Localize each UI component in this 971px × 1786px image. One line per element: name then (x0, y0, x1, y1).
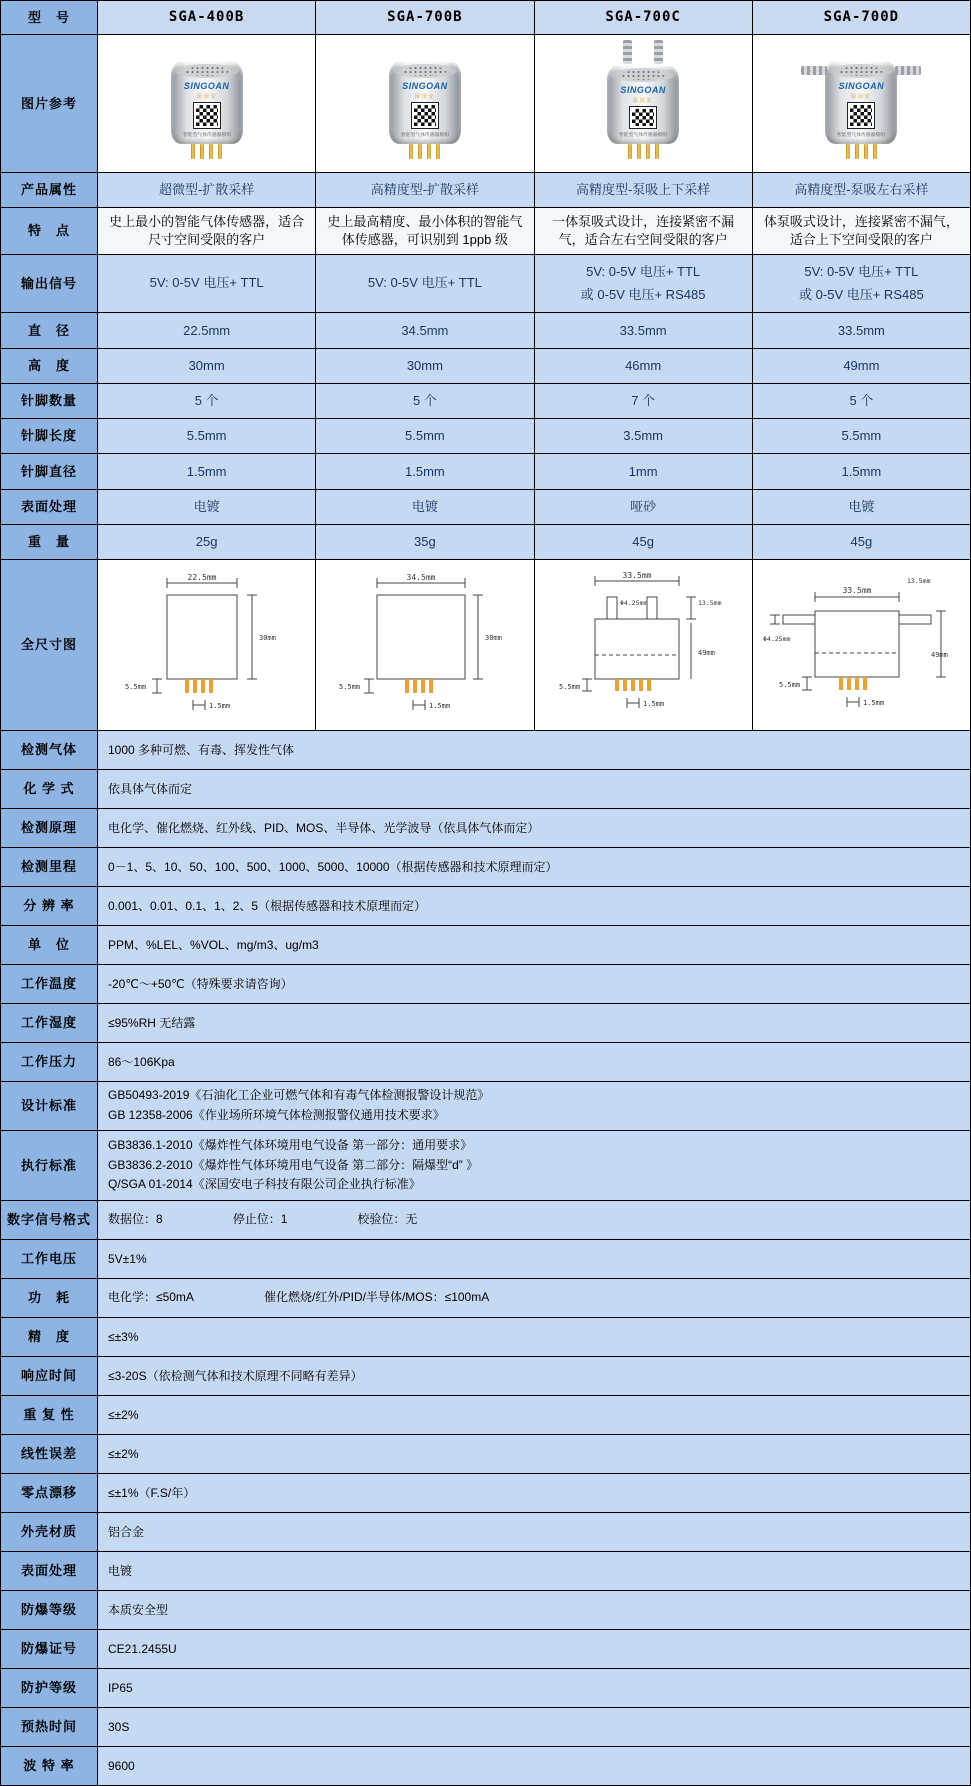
spec-row (1, 1591, 970, 1629)
spec-row (1, 1131, 970, 1200)
comparison-value-cell: 33.5mm (535, 313, 752, 348)
spec-row-value: ≤3-20S（依检测气体和技术原理不同略有差异） (98, 1357, 970, 1395)
dimension-diagram-cell (753, 560, 970, 730)
comparison-value-cell: 30mm (316, 349, 533, 383)
comparison-value-line: 5V: 0-5V 电压+ TTL (149, 275, 264, 291)
comparison-value-cell: 高精度型-泵吸左右采样 (753, 173, 970, 207)
product-photo (593, 48, 693, 160)
comparison-value-cell: 5.5mm (753, 419, 970, 453)
comparison-value-line: 5V: 0-5V 电压+ TTL (586, 264, 701, 280)
spec-row-label: 表面处理 (1, 1552, 97, 1590)
spec-value-segments (108, 1288, 559, 1308)
comparison-row (1, 525, 970, 559)
spec-row-label: 化 学 式 (1, 770, 97, 808)
spec-row-value: 86～106Kpa (98, 1043, 970, 1081)
spec-row-label: 分 辨 率 (1, 887, 97, 925)
spec-row-label: 预热时间 (1, 1708, 97, 1746)
spec-row-label: 检测原理 (1, 809, 97, 847)
spec-row (1, 809, 970, 847)
row-label-diagram: 全尺寸图 (1, 560, 97, 730)
spec-row-value (98, 1201, 970, 1239)
spec-row-label: 工作温度 (1, 965, 97, 1003)
spec-row (1, 926, 970, 964)
svg-text:34.5mm: 34.5mm (406, 573, 436, 582)
sensor-vent-cap-icon (175, 64, 239, 78)
spec-row-label: 功 耗 (1, 1279, 97, 1317)
spec-row-label: 数字信号格式 (1, 1201, 97, 1239)
comparison-value-cell: 1.5mm (98, 454, 315, 489)
comparison-value-line: 5V: 0-5V 电压+ TTL (804, 264, 919, 280)
spec-value-segment: 数据位：8 (108, 1212, 163, 1227)
model-header: SGA-400B (98, 1, 315, 34)
svg-text:13.5mm: 13.5mm (698, 599, 722, 607)
comparison-value-cell: 高精度型-泵吸上下采样 (535, 173, 752, 207)
spec-row-value (98, 1279, 970, 1317)
spec-row-label: 单 位 (1, 926, 97, 964)
svg-text:5.5mm: 5.5mm (338, 683, 360, 691)
brand-chinese: 深国安 (196, 94, 217, 100)
dimension-diagram-sga-700d (761, 565, 961, 725)
spec-row-value: ≤±2% (98, 1435, 970, 1473)
spec-row-label: 检测里程 (1, 848, 97, 886)
pump-tube-right-icon (895, 66, 921, 75)
qr-code-icon (194, 103, 220, 129)
comparison-value-cell: 25g (98, 525, 315, 559)
spec-value-segment: 校验位：无 (357, 1212, 418, 1227)
diagram-row (1, 560, 970, 730)
dimension-diagram-sga-400b (107, 565, 307, 725)
spec-row-label: 工作湿度 (1, 1004, 97, 1042)
comparison-row (1, 208, 970, 254)
brand-logo: SINGOAN (838, 80, 885, 91)
svg-text:5.5mm: 5.5mm (559, 683, 581, 691)
brand-chinese: 深国安 (851, 94, 872, 100)
spec-row-value (98, 1131, 970, 1200)
svg-text:Φ4.25mm: Φ4.25mm (763, 635, 791, 643)
sensor-caption: 智能型气体传感器模组 (182, 133, 231, 138)
row-label-photo: 图片参考 (1, 35, 97, 172)
comparison-value-line: 5V: 0-5V 电压+ TTL (367, 275, 482, 291)
model-header: SGA-700D (753, 1, 970, 34)
photo-row (1, 35, 970, 172)
comparison-value-cell: 49mm (753, 349, 970, 383)
comparison-value-cell: 45g (753, 525, 970, 559)
spec-row-label: 波 特 率 (1, 1747, 97, 1785)
comparison-row (1, 173, 970, 207)
spec-row (1, 731, 970, 769)
comparison-value-cell: 一体泵吸式设计，连接紧密不漏气，适合左右空间受限的客户 (535, 208, 752, 254)
comparison-row (1, 384, 970, 418)
sensor-vent-cap-icon (829, 64, 893, 78)
spec-row-value: 电镀 (98, 1552, 970, 1590)
svg-text:1.5mm: 1.5mm (208, 702, 230, 710)
product-photo-cell (535, 35, 752, 172)
svg-text:1.5mm: 1.5mm (428, 702, 450, 710)
brand-chinese: 深国安 (414, 94, 436, 100)
svg-text:33.5mm: 33.5mm (622, 571, 652, 580)
comparison-value-cell: 超微型-扩散采样 (98, 173, 315, 207)
spec-row (1, 965, 970, 1003)
row-label: 针脚直径 (1, 454, 97, 489)
spec-value-line: GB 12358-2006《作业场所环境气体检测报警仪通用技术要求》 (108, 1108, 445, 1122)
spec-row-value: -20℃～+50℃（特殊要求请咨询） (98, 965, 970, 1003)
spec-row-label: 工作压力 (1, 1043, 97, 1081)
spec-row-value: 依具体气体而定 (98, 770, 970, 808)
spec-row (1, 1630, 970, 1668)
svg-text:22.5mm: 22.5mm (187, 573, 217, 582)
sensor-caption: 智能型气体传感器模组 (837, 133, 886, 138)
comparison-value-line: 或 0-5V 电压+ RS485 (799, 286, 924, 302)
spec-row-label: 线性误差 (1, 1435, 97, 1473)
spec-value-line: GB3836.1-2010《爆炸性气体环境用电气设备 第一部分：通用要求》 (108, 1137, 473, 1152)
dimension-diagram-cell (535, 560, 752, 730)
svg-text:30mm: 30mm (484, 634, 502, 642)
spec-row-value: 本质安全型 (98, 1591, 970, 1629)
comparison-value-cell: 5 个 (98, 384, 315, 418)
svg-text:1.5mm: 1.5mm (643, 700, 665, 708)
spec-row (1, 1708, 970, 1746)
spec-row (1, 1240, 970, 1278)
dimension-diagram-cell (316, 560, 533, 730)
spec-row-value: 30S (98, 1708, 970, 1746)
comparison-value-cell: 5 个 (316, 384, 533, 418)
spec-row-value: 1000 多种可燃、有毒、挥发性气体 (98, 731, 970, 769)
comparison-row (1, 490, 970, 524)
spec-row (1, 1396, 970, 1434)
product-photo (375, 48, 475, 160)
comparison-value-cell (98, 255, 315, 312)
sensor-body (171, 62, 243, 144)
dimension-diagram-sga-700b (325, 565, 525, 725)
spec-row (1, 1318, 970, 1356)
spec-row-value: ≤95%RH 无结露 (98, 1004, 970, 1042)
qr-code-icon (630, 107, 656, 129)
sensor-pins-icon (375, 144, 475, 160)
comparison-value-cell: 1.5mm (753, 454, 970, 489)
row-label: 输出信号 (1, 255, 97, 312)
spec-row-value: 电化学、催化燃烧、红外线、PID、MOS、半导体、光学波导（依具体气体而定） (98, 809, 970, 847)
sensor-vent-cap-icon (393, 64, 457, 78)
row-label: 针脚数量 (1, 384, 97, 418)
comparison-value-cell: 34.5mm (316, 313, 533, 348)
spec-row (1, 1435, 970, 1473)
comparison-value-cell: 45g (535, 525, 752, 559)
row-label: 表面处理 (1, 490, 97, 524)
spec-row-value: ≤±3% (98, 1318, 970, 1356)
svg-text:5.5mm: 5.5mm (779, 681, 801, 689)
spec-row (1, 1357, 970, 1395)
spec-row (1, 1004, 970, 1042)
spec-row-label: 精 度 (1, 1318, 97, 1356)
product-photo-cell (753, 35, 970, 172)
svg-text:5.5mm: 5.5mm (124, 683, 146, 691)
comparison-value-cell: 高精度型-扩散采样 (316, 173, 533, 207)
svg-text:1.5mm: 1.5mm (863, 699, 885, 707)
spec-row-label: 设计标准 (1, 1082, 97, 1130)
spec-row-value: 铝合金 (98, 1513, 970, 1551)
row-label: 产品属性 (1, 173, 97, 207)
comparison-value-cell: 哑砂 (535, 490, 752, 524)
sensor-caption: 智能型气体传感器模组 (400, 133, 449, 138)
spec-row-value: ≤±2% (98, 1396, 970, 1434)
comparison-row (1, 255, 970, 312)
sensor-vent-cap-icon (611, 68, 675, 82)
product-photo-cell (316, 35, 533, 172)
spec-row-value: 9600 (98, 1747, 970, 1785)
spec-row-label: 防爆等级 (1, 1591, 97, 1629)
spec-row (1, 1669, 970, 1707)
spec-row-value: 0.001、0.01、0.1、1、2、5（根据传感器和技术原理而定） (98, 887, 970, 925)
comparison-value-cell (535, 255, 752, 312)
svg-text:49mm: 49mm (931, 651, 949, 659)
spec-row (1, 1747, 970, 1785)
spec-value-segment: 停止位：1 (232, 1212, 288, 1227)
comparison-value-cell: 电镀 (316, 490, 533, 524)
product-photo (811, 48, 911, 160)
comparison-value-cell: 30mm (98, 349, 315, 383)
svg-text:33.5mm: 33.5mm (842, 586, 872, 595)
comparison-value-cell: 33.5mm (753, 313, 970, 348)
brand-chinese: 深国安 (632, 98, 654, 104)
comparison-value-cell: 5 个 (753, 384, 970, 418)
comparison-value-cell: 5.5mm (98, 419, 315, 453)
spec-value-segments (108, 1210, 487, 1230)
spec-row-value: 0－1、5、10、50、100、500、1000、5000、10000（根据传感器和技术原理而定） (98, 848, 970, 886)
spec-row-label: 防护等级 (1, 1669, 97, 1707)
comparison-row (1, 419, 970, 453)
comparison-row (1, 349, 970, 383)
spec-row-value: ≤±1%（F.S/年） (98, 1474, 970, 1512)
spec-row (1, 1474, 970, 1512)
comparison-value-cell: 1mm (535, 454, 752, 489)
svg-text:Φ4.25mm: Φ4.25mm (620, 599, 648, 607)
sensor-body (389, 62, 461, 144)
comparison-value-line: 或 0-5V 电压+ RS485 (580, 286, 706, 302)
row-label: 直 径 (1, 313, 97, 348)
spec-row-value: PPM、%LEL、%VOL、mg/m3、ug/m3 (98, 926, 970, 964)
dimension-diagram-cell (98, 560, 315, 730)
svg-text:30mm: 30mm (258, 634, 276, 642)
spec-row (1, 1552, 970, 1590)
sensor-body (607, 66, 679, 144)
spec-row (1, 1043, 970, 1081)
row-label: 特 点 (1, 208, 97, 254)
comparison-value-cell: 22.5mm (98, 313, 315, 348)
comparison-value-cell: 1.5mm (316, 454, 533, 489)
comparison-value-cell (753, 255, 970, 312)
spec-value-line: Q/SGA 01-2014《深国安电子科技有限公司企业执行标准》 (108, 1177, 421, 1192)
sensor-pins-icon (157, 144, 257, 160)
comparison-row (1, 313, 970, 348)
spec-row (1, 1279, 970, 1317)
spec-row-label: 重 复 性 (1, 1396, 97, 1434)
qr-code-icon (848, 103, 874, 129)
sensor-body (825, 62, 897, 144)
spec-row-label: 执行标准 (1, 1131, 97, 1200)
row-label: 高 度 (1, 349, 97, 383)
sensor-pins-icon (593, 144, 693, 160)
spec-value-segment: 电化学：≤50mA (108, 1290, 194, 1305)
product-photo-cell (98, 35, 315, 172)
spec-row-label: 检测气体 (1, 731, 97, 769)
spec-row-value: 5V±1% (98, 1240, 970, 1278)
product-photo (157, 48, 257, 160)
svg-text:49mm: 49mm (698, 649, 715, 657)
comparison-value-cell: 35g (316, 525, 533, 559)
row-label: 重 量 (1, 525, 97, 559)
sensor-caption: 智能型气体传感器模组 (619, 133, 668, 138)
comparison-value-cell: 体泵吸式设计，连接紧密不漏气，适合上下空间受限的客户 (753, 208, 970, 254)
pump-tubes-top-icon (593, 40, 693, 64)
brand-logo: SINGOAN (183, 80, 230, 91)
spec-row-label: 外壳材质 (1, 1513, 97, 1551)
pump-tube-left-icon (801, 66, 827, 75)
model-header: SGA-700B (316, 1, 533, 34)
comparison-value-cell: 电镀 (98, 490, 315, 524)
comparison-value-cell: 46mm (535, 349, 752, 383)
spec-row-value: CE21.2455U (98, 1630, 970, 1668)
comparison-value-cell: 史上最高精度、最小体积的智能气体传感器，可识别到 1ppb 级 (316, 208, 533, 254)
brand-logo: SINGOAN (620, 84, 666, 95)
sensor-pins-icon (811, 144, 911, 160)
comparison-value-cell: 史上最小的智能气体传感器，适合尺寸空间受限的客户 (98, 208, 315, 254)
comparison-value-cell: 7 个 (535, 384, 752, 418)
comparison-value-cell: 3.5mm (535, 419, 752, 453)
model-header: SGA-700C (535, 1, 752, 34)
spec-row-label: 防爆证号 (1, 1630, 97, 1668)
spec-row (1, 1513, 970, 1551)
brand-logo: SINGOAN (402, 80, 448, 91)
spec-row (1, 770, 970, 808)
comparison-value-cell (316, 255, 533, 312)
svg-text:13.5mm: 13.5mm (907, 577, 931, 585)
spec-row-label: 工作电压 (1, 1240, 97, 1278)
row-label: 针脚长度 (1, 419, 97, 453)
comparison-value-cell: 5.5mm (316, 419, 533, 453)
spec-row-label: 响应时间 (1, 1357, 97, 1395)
spec-row (1, 848, 970, 886)
spec-value-line: GB3836.2-2010《爆炸性气体环境用电气设备 第二部分：隔爆型“d” 》 (108, 1157, 479, 1172)
dimension-diagram-sga-700c (543, 565, 743, 725)
spec-row-value (98, 1082, 970, 1130)
comparison-row (1, 454, 970, 489)
spec-row (1, 1082, 970, 1130)
spec-row (1, 1201, 970, 1239)
spec-row-value: IP65 (98, 1669, 970, 1707)
spec-row (1, 887, 970, 925)
spec-value-segment: 催化燃烧/红外/PID/半导体/MOS：≤100mA (263, 1290, 490, 1305)
spec-value-line: GB50493-2019《石油化工企业可燃气体和有毒气体检测报警设计规范》 (108, 1088, 490, 1103)
qr-code-icon (412, 103, 438, 129)
comparison-value-cell: 电镀 (753, 490, 970, 524)
table-header-row (1, 1, 970, 34)
spec-row-label: 零点漂移 (1, 1474, 97, 1512)
col-header-model: 型 号 (1, 1, 97, 34)
